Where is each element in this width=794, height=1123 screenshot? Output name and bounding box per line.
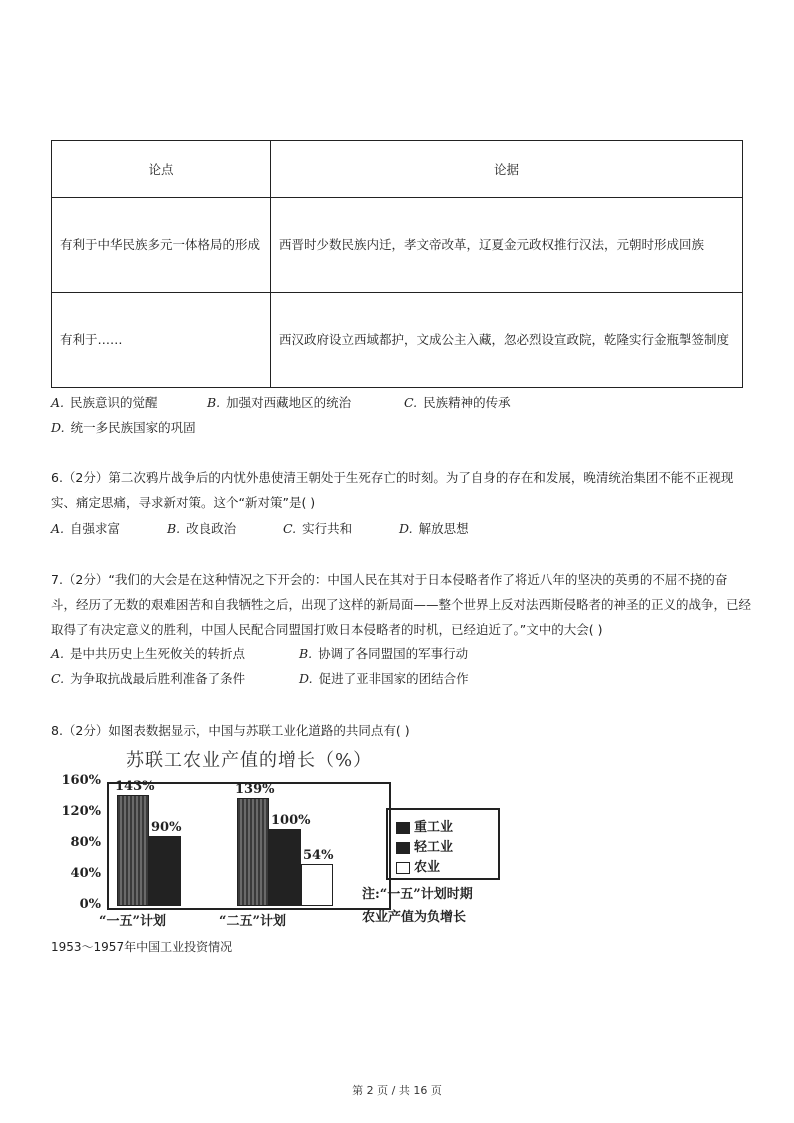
q7-option-b: B. 协调了各同盟国的军事行动	[299, 646, 469, 661]
y-tick-label: 0%	[79, 897, 101, 912]
bar-agriculture	[301, 864, 333, 906]
data-label: 100%	[271, 812, 311, 828]
chart-legend	[386, 808, 500, 880]
table-cell-claim: 有利于中华民族多元一体格局的形成	[52, 198, 271, 293]
q8-stem: 8.（2分）如图表数据显示，中国与苏联工业化道路的共同点有( )	[51, 723, 410, 738]
x-category-label: “二五”计划	[219, 914, 286, 929]
chart-note-line2: 农业产值为负增长	[362, 910, 467, 925]
legend-item-agri: 农业	[396, 856, 440, 875]
data-label: 54%	[303, 848, 334, 864]
bar-heavy-industry	[237, 798, 269, 906]
page-footer: 第 2 页 / 共 16 页	[352, 1084, 442, 1097]
bar-light-industry	[149, 836, 181, 906]
table-row	[52, 293, 743, 388]
y-tick-label: 80%	[70, 835, 101, 850]
y-tick-label: 120%	[61, 804, 101, 819]
q6-stem: 6.（2分）第二次鸦片战争后的内忧外患使清王朝处于生死存亡的时刻。为了自身的存在和发展，晚清统治集团不能不正视现实、痛定思痛，寻求新对策。这个“新对策”是( )	[51, 470, 734, 510]
q6-option-b: B. 改良政治	[167, 521, 237, 536]
q7-option-d: D. 促进了亚非国家的团结合作	[299, 671, 469, 686]
legend-swatch	[396, 822, 410, 834]
chart-caption: 1953～1957年中国工业投资情况	[51, 940, 233, 954]
data-label: 143%	[115, 779, 155, 795]
legend-swatch	[396, 842, 410, 854]
legend-item-light: 轻工业	[396, 836, 453, 855]
q5-option-b: B. 加强对西藏地区的统治	[207, 395, 352, 410]
y-tick-label: 160%	[61, 773, 101, 788]
legend-item-heavy: 重工业	[396, 816, 453, 835]
q7-stem: 7.（2分）“我们的大会是在这种情况之下开会的：中国人民在其对于日本侵略者作了将近八年的坚决的英勇的不屈不挠的奋斗，经历了无数的艰难困苦和自我牺牲之后，出现了这样的新局面——整个世界上反对法西斯侵略者的神圣的正义的战争，已经取得了有决定意义的胜利，中国人民配合同盟国打败日本侵略者的时机，已经迫近了。”文中的大会( )	[51, 572, 752, 637]
x-category-label: “一五”计划	[99, 914, 166, 929]
table-cell-evidence: 西汉政府设立西域都护，文成公主入藏，忽必烈设宣政院，乾隆实行金瓶掣签制度	[271, 293, 743, 388]
q7-option-c: C. 为争取抗战最后胜利准备了条件	[51, 671, 246, 686]
data-label: 90%	[151, 820, 182, 836]
table-header-evidence: 论据	[271, 141, 743, 198]
q6-option-a: A. 自强求富	[51, 521, 121, 536]
q5-option-a: A. 民族意识的觉醒	[51, 395, 158, 410]
table-row	[52, 198, 743, 293]
q5-option-d: D. 统一多民族国家的巩固	[51, 420, 196, 435]
table-header-row	[52, 141, 743, 198]
q7-option-a: A. 是中共历史上生死攸关的转折点	[51, 646, 246, 661]
q6-option-d: D. 解放思想	[399, 521, 469, 536]
table-cell-evidence: 西晋时少数民族内迁，孝文帝改革，辽夏金元政权推行汉法，元朝时形成回族	[271, 198, 743, 293]
chart-title: 苏联工农业产值的增长（%）	[126, 750, 373, 771]
table-cell-claim: 有利于……	[52, 293, 271, 388]
y-tick-label: 40%	[70, 866, 101, 881]
chart-note-line1: 注:“一五”计划时期	[362, 887, 473, 902]
data-label: 139%	[235, 782, 275, 798]
argument-table	[51, 140, 743, 388]
bar-light-industry	[269, 829, 301, 907]
legend-swatch	[396, 862, 410, 874]
bar-heavy-industry	[117, 795, 149, 906]
table-header-claim: 论点	[52, 141, 271, 198]
q6-option-c: C. 实行共和	[283, 521, 353, 536]
q5-option-c: C. 民族精神的传承	[404, 395, 511, 410]
